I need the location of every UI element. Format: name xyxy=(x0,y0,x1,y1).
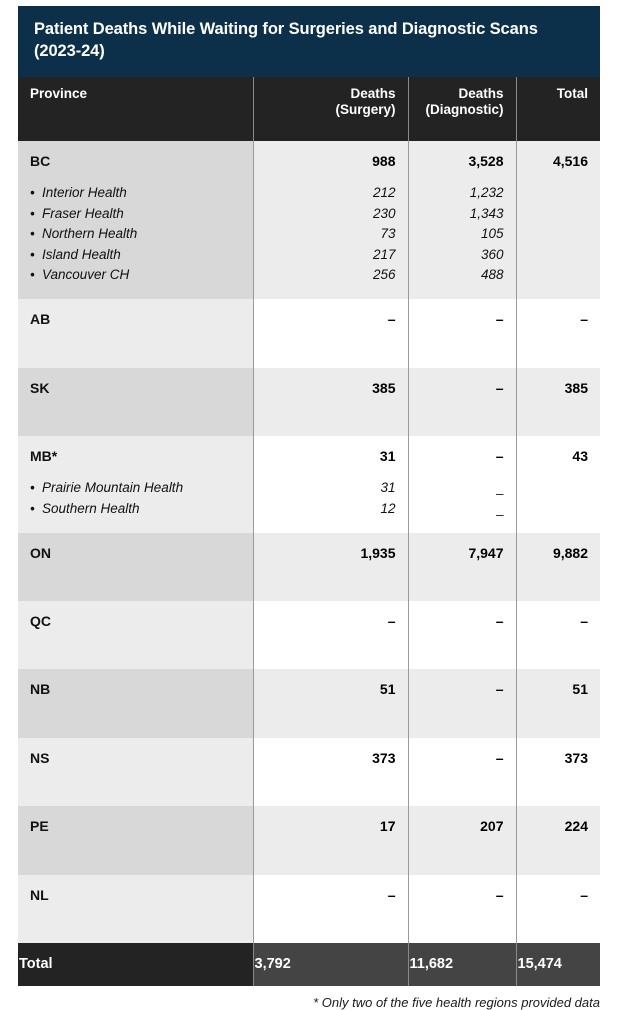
deaths-surgery-cell xyxy=(253,806,408,874)
subregion-label: Northern Health xyxy=(42,226,138,242)
total-cell xyxy=(516,875,600,943)
province-cell xyxy=(18,669,253,737)
value: 988 xyxy=(372,152,396,169)
subregion-value: 488 xyxy=(480,267,504,283)
value: – xyxy=(495,749,504,766)
deaths-diagnostic-cell xyxy=(408,368,516,436)
total-cell xyxy=(516,806,600,874)
value: – xyxy=(495,681,504,698)
value: 51 xyxy=(379,681,396,698)
deaths-diagnostic-cell xyxy=(408,299,516,367)
value: 385 xyxy=(564,379,588,396)
subregion-value: – xyxy=(495,506,504,522)
subregion-value: 12 xyxy=(380,500,396,516)
subregion-value: – xyxy=(495,486,504,502)
deaths-diagnostic-cell xyxy=(408,875,516,943)
deaths-diagnostic-cell xyxy=(408,533,516,601)
subregion-value: 256 xyxy=(372,267,396,283)
header-line-2: (Diagnostic) xyxy=(425,102,504,117)
subregion-list xyxy=(30,464,241,532)
row-spacer xyxy=(30,835,241,875)
subregion-value: 1,343 xyxy=(469,205,504,221)
value: – xyxy=(580,311,588,328)
subregion-label: Prairie Mountain Health xyxy=(42,480,184,496)
total-cell xyxy=(516,436,600,533)
table-header xyxy=(18,77,600,141)
value: 207 xyxy=(480,818,504,835)
total-cell xyxy=(516,601,600,669)
province-label: QC xyxy=(30,612,51,629)
deaths-surgery-cell xyxy=(253,533,408,601)
value: 1,935 xyxy=(360,544,396,561)
province-label: NB xyxy=(30,681,51,698)
value: 3,528 xyxy=(468,152,504,169)
deaths-surgery-cell xyxy=(253,368,408,436)
total-cell xyxy=(516,738,600,806)
deaths-table xyxy=(18,77,600,986)
value: – xyxy=(580,886,588,903)
value: 373 xyxy=(564,749,588,766)
subregion-value: 360 xyxy=(480,246,504,262)
subregion-item xyxy=(30,499,241,520)
total-surgery: 3,792 xyxy=(253,943,408,986)
total-label: Total xyxy=(18,943,253,986)
province-label: NL xyxy=(30,886,49,903)
deaths-diagnostic-cell xyxy=(408,141,516,300)
subregion-values xyxy=(266,169,396,299)
deaths-diagnostic-cell xyxy=(408,436,516,533)
table-row xyxy=(18,875,600,943)
table-row xyxy=(18,299,600,367)
page-title: Patient Deaths While Waiting for Surgeries and Diagnostic Scans (2023-24) xyxy=(34,20,538,61)
subregion-label: Island Health xyxy=(42,246,121,262)
deaths-surgery-cell xyxy=(253,141,408,300)
deaths-surgery-cell xyxy=(253,436,408,533)
header-line-2: (Surgery) xyxy=(335,102,396,117)
deaths-diagnostic-cell xyxy=(408,806,516,874)
table-row xyxy=(18,368,600,436)
bullet-icon: • xyxy=(30,246,35,262)
total-diagnostic: 11,682 xyxy=(408,943,516,986)
table-row xyxy=(18,669,600,737)
column-header-deaths-surgery xyxy=(253,77,408,141)
value: – xyxy=(495,311,504,328)
value: 17 xyxy=(379,818,396,835)
value: 43 xyxy=(572,447,588,464)
value: 373 xyxy=(372,749,396,766)
footnote: * Only two of the five health regions provided data xyxy=(313,994,600,1010)
table-row xyxy=(18,806,600,874)
subregion-item xyxy=(30,245,241,266)
subregion-item xyxy=(30,224,241,245)
value: – xyxy=(580,612,588,629)
total-row xyxy=(18,943,600,986)
subregion-list xyxy=(30,169,241,299)
deaths-diagnostic-cell xyxy=(408,669,516,737)
subregion-item xyxy=(30,183,241,204)
table-row xyxy=(18,601,600,669)
total-cell xyxy=(516,141,600,300)
value: 7,947 xyxy=(468,544,504,561)
row-spacer xyxy=(30,328,241,368)
province-label: AB xyxy=(30,311,51,328)
province-cell xyxy=(18,738,253,806)
province-label: BC xyxy=(30,152,51,169)
province-cell xyxy=(18,436,253,533)
subregion-label: Fraser Health xyxy=(42,205,124,221)
table-row xyxy=(18,436,600,533)
subregion-value: 31 xyxy=(380,480,396,496)
subregion-item xyxy=(30,478,241,499)
subregion-label: Vancouver CH xyxy=(42,267,130,283)
row-spacer xyxy=(30,766,241,806)
header-row xyxy=(18,77,600,141)
title-banner xyxy=(18,6,600,77)
value: – xyxy=(495,379,504,396)
province-label: PE xyxy=(30,818,49,835)
table-body xyxy=(18,141,600,943)
value: 31 xyxy=(379,447,396,464)
bullet-icon: • xyxy=(30,480,35,496)
row-spacer xyxy=(30,561,241,601)
province-label: SK xyxy=(30,379,50,396)
deaths-surgery-cell xyxy=(253,738,408,806)
bullet-icon: • xyxy=(30,184,35,200)
bullet-icon: • xyxy=(30,267,35,283)
province-cell xyxy=(18,533,253,601)
value: 4,516 xyxy=(552,152,588,169)
subregion-item xyxy=(30,265,241,286)
deaths-surgery-cell xyxy=(253,669,408,737)
deaths-diagnostic-cell xyxy=(408,738,516,806)
value: – xyxy=(387,311,396,328)
deaths-surgery-cell xyxy=(253,299,408,367)
value: – xyxy=(495,612,504,629)
table-row xyxy=(18,533,600,601)
province-cell xyxy=(18,368,253,436)
value: 9,882 xyxy=(552,544,588,561)
value: 51 xyxy=(572,681,588,698)
column-header-province: Province xyxy=(18,77,253,141)
bullet-icon: • xyxy=(30,205,35,221)
header-line-1: Deaths xyxy=(350,85,396,101)
total-cell xyxy=(516,368,600,436)
subregion-item xyxy=(30,204,241,225)
province-label: ON xyxy=(30,544,51,561)
total-cell xyxy=(516,669,600,737)
value: – xyxy=(387,612,396,629)
bullet-icon: • xyxy=(30,500,35,516)
report-card xyxy=(18,6,600,1010)
subregion-label: Interior Health xyxy=(42,184,127,200)
subregion-value: 73 xyxy=(380,226,396,242)
subregion-values xyxy=(266,464,396,532)
column-header-total: Total xyxy=(516,77,600,141)
subregion-values xyxy=(421,464,504,532)
province-cell xyxy=(18,806,253,874)
value: 385 xyxy=(372,379,396,396)
subregion-value: 230 xyxy=(372,205,396,221)
row-spacer xyxy=(30,629,241,669)
value: – xyxy=(495,447,504,464)
deaths-diagnostic-cell xyxy=(408,601,516,669)
province-label: NS xyxy=(30,749,50,766)
row-spacer xyxy=(30,698,241,738)
value: 224 xyxy=(564,818,588,835)
bullet-icon: • xyxy=(30,226,35,242)
row-spacer xyxy=(30,903,241,943)
subregion-value: 105 xyxy=(480,226,504,242)
subregion-value: 1,232 xyxy=(469,184,504,200)
header-line-1: Deaths xyxy=(458,85,504,101)
province-cell xyxy=(18,141,253,300)
subregion-values xyxy=(421,169,504,299)
value: – xyxy=(387,886,396,903)
province-label: MB* xyxy=(30,447,58,464)
province-cell xyxy=(18,875,253,943)
deaths-surgery-cell xyxy=(253,601,408,669)
subregion-value: 212 xyxy=(372,184,396,200)
table-row xyxy=(18,738,600,806)
total-cell xyxy=(516,533,600,601)
column-header-deaths-diagnostic xyxy=(408,77,516,141)
value: – xyxy=(495,886,504,903)
total-cell xyxy=(516,299,600,367)
province-cell xyxy=(18,601,253,669)
deaths-surgery-cell xyxy=(253,875,408,943)
row-spacer xyxy=(30,396,241,436)
table-footer xyxy=(18,943,600,986)
table-row xyxy=(18,141,600,300)
subregion-label: Southern Health xyxy=(42,500,140,516)
province-cell xyxy=(18,299,253,367)
subregion-value: 217 xyxy=(372,246,396,262)
total-total: 15,474 xyxy=(516,943,600,986)
